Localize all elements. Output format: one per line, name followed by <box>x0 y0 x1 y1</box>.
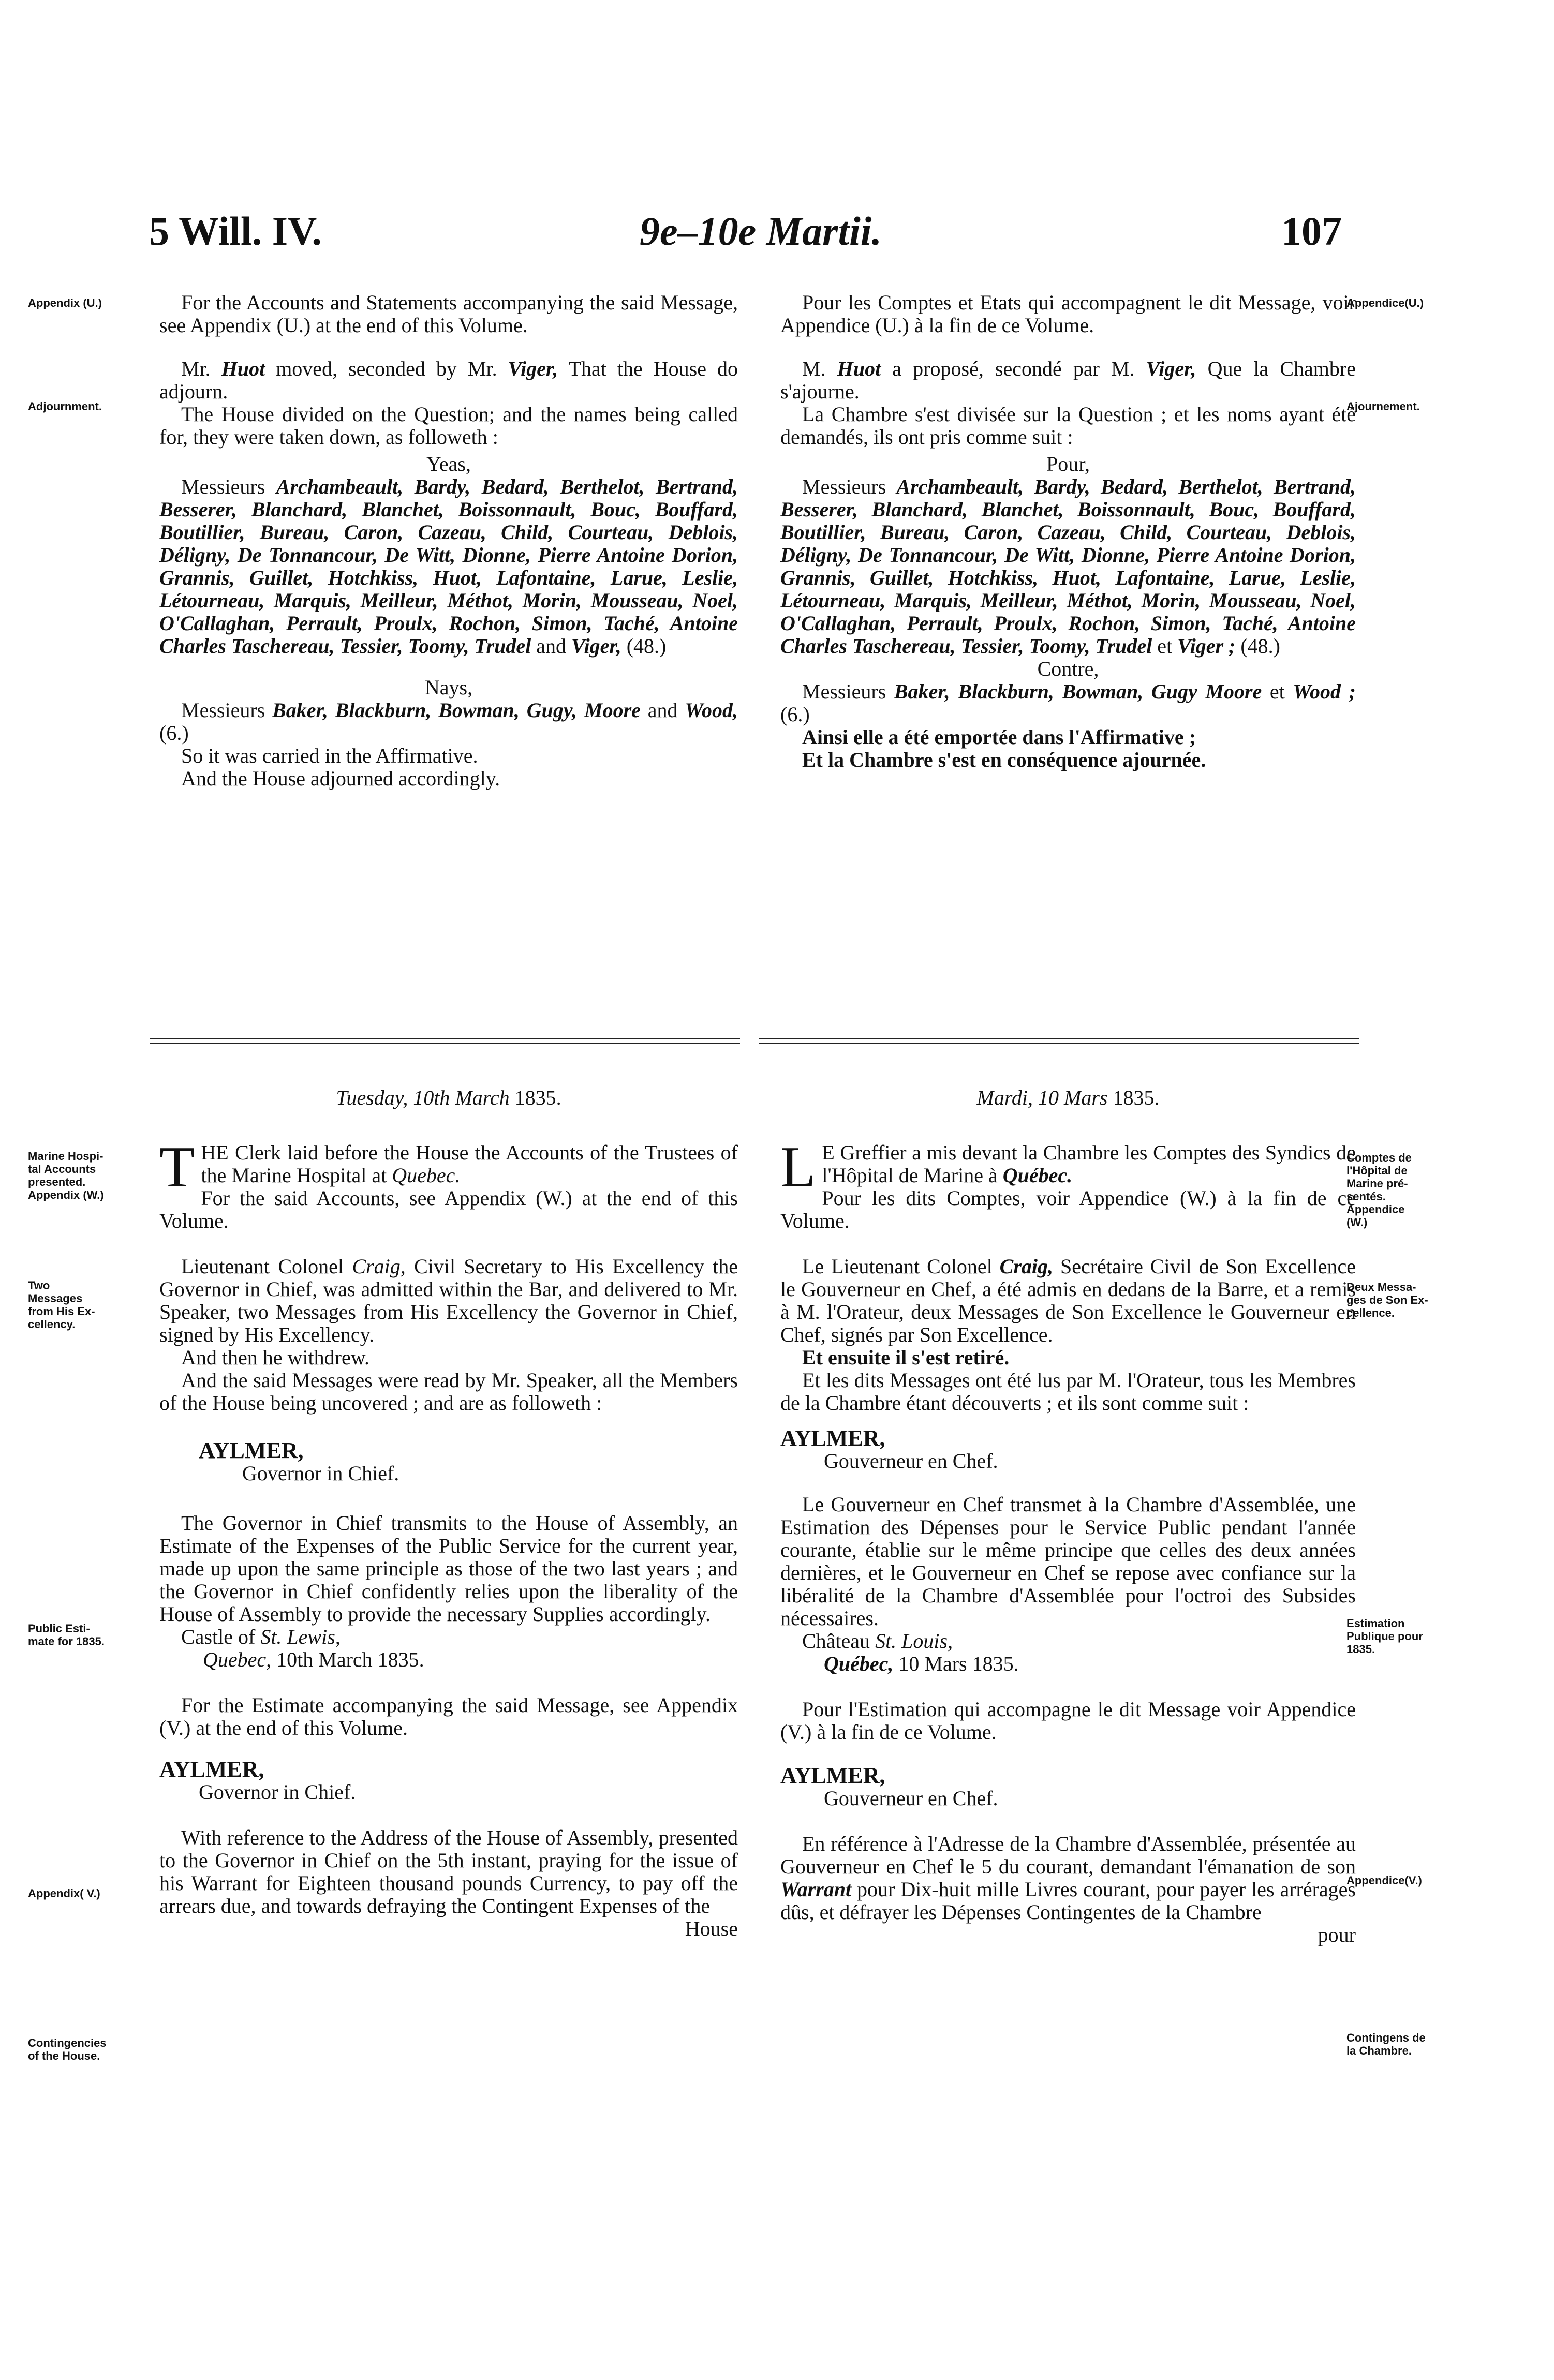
paragraph-retire: Et ensuite il s'est retiré. <box>802 1346 1010 1369</box>
contre-heading: Contre, <box>1037 657 1099 680</box>
text: a proposé, secondé par M. <box>881 357 1146 380</box>
text: En référence à l'Adresse de la Chambre d'Assemblée, présentée au Gouverneur en Chef le 5 du courant, demandant l'émanation de son <box>780 1832 1356 1878</box>
margin-note-line: (W.) <box>1346 1216 1368 1229</box>
margin-note-marine-hospital <box>28 1150 106 1201</box>
text: HE Clerk laid before the House the Accounts of the Trustees of the Marine Hospital at <box>201 1141 738 1187</box>
margin-note-line: presented. <box>28 1176 86 1188</box>
text: Castle of <box>181 1625 261 1648</box>
paragraph-messages-lus: Et les dits Messages ont été lus par M. l'Orateur, tous les Membres de la Chambre étant découverts ; et ils sont comme suit : <box>780 1368 1356 1415</box>
margin-note-line: l'Hôpital de <box>1346 1164 1408 1177</box>
margin-note-line: tal Accounts <box>28 1163 96 1176</box>
text: and <box>531 634 571 658</box>
margin-note-line: cellency. <box>28 1318 76 1331</box>
text: Le Lieutenant Colonel <box>802 1255 1000 1278</box>
text: Messieurs <box>802 475 897 498</box>
text: et <box>1152 634 1178 658</box>
member-name: Wood, <box>685 698 738 722</box>
margin-note-appendice-v: Appendice(V.) <box>1346 1874 1422 1887</box>
member-names: Archambeault, Bardy, Bedard, Berthelot, Bertrand, Besserer, Blanchard, Blanchet, Boissonnault, Bouc, Bouffard, Boutillier, Bureau, Caron, Cazeau, Child, Courteau, Deblois, Déligny, De Tonnancour, De Witt, Dionne, Pierre Antoine Dorion, Grannis, Guillet, Hotchkiss, Huot, Lafontaine, Larue, Leslie, Létourneau, Marquis, Meilleur, Méthot, Morin, Mousseau, Noel, O'Callaghan, Perrault, Proulx, Rochon, Simon, Taché, Antoine Charles Taschereau, Tessier, Toomy, Trudel <box>159 475 738 658</box>
paragraph-craig <box>159 1255 738 1346</box>
drop-cap: T <box>159 1135 195 1199</box>
margin-note-line: Publique pour <box>1346 1630 1423 1643</box>
text: E Greffier a mis devant la Chambre les Comptes des Syndics de l'Hôpital de Marine à <box>822 1141 1356 1187</box>
margin-note-line: Contingens de <box>1346 2031 1426 2044</box>
french-column-bottom <box>780 1135 1356 1946</box>
english-column-bottom <box>159 1135 738 1940</box>
paragraph-appendix-v: For the Estimate accompanying the said Message, see Appendix (V.) at the end of this Volume. <box>159 1693 738 1739</box>
margin-note-line: Two Messages <box>28 1279 83 1305</box>
place-name: St. Lewis, <box>260 1625 341 1648</box>
paragraph-contingencies: With reference to the Address of the House of Assembly, presented to the Governor in Chief on the 5th instant, praying for the issue of his Warrant for Eighteen thousand pounds Currency, to pay off the arrears due, and towards defraying the Contingent Expenses of the <box>159 1826 738 1917</box>
header-date <box>640 209 882 254</box>
text: Que la Chambre s'ajourne. <box>780 357 1356 403</box>
chateau-line <box>780 1630 1356 1653</box>
page-number: 107 <box>1281 209 1342 254</box>
text: Lieutenant Colonel <box>181 1255 352 1278</box>
vote-count: (48.) <box>1235 634 1280 658</box>
weekday: Mardi, <box>976 1086 1033 1109</box>
year: 1835. <box>509 1086 561 1109</box>
paragraph-division: The House divided on the Question; and the names being called for, they were taken down, as followeth : <box>159 403 738 449</box>
margin-note-line: Appendix (W.) <box>28 1188 104 1201</box>
section-rule-left-thin <box>150 1043 740 1044</box>
member-name: Viger ; <box>1177 634 1236 658</box>
date: 10th March 1835. <box>271 1648 424 1671</box>
margin-note-line: ges de Son Ex- <box>1346 1293 1428 1306</box>
contre-list <box>780 680 1356 726</box>
signature-title: Governor in Chief. <box>199 1780 356 1804</box>
margin-note-line: from His Ex- <box>28 1305 95 1318</box>
margin-note-adjournment: Adjournment. <box>28 400 102 413</box>
paragraph-estimation: Le Gouverneur en Chef transmet à la Chambre d'Assemblée, une Estimation des Dépenses pour le Service Public pendant l'année courante, établie sur le même principe que celles des deux années dernières, et le Gouverneur en Chef se repose avec confiance sur la libéralité de la Chambre d'Assemblée pour l'octroi des Subsides nécessaires. <box>780 1493 1356 1630</box>
margin-note-line: 1835. <box>1346 1643 1375 1656</box>
margin-note-line: Comptes de <box>1346 1151 1412 1164</box>
signature-title: Governor in Chief. <box>242 1462 399 1485</box>
date-heading-fr <box>780 1087 1356 1109</box>
french-column-top <box>780 291 1356 771</box>
text: Civil Secretary to His Excellency the Governor in Chief, was admitted within the Bar, and delivered to Mr. Speaker, two Messages from His Excellency the Governor in Chief, signed by His Excellency. <box>159 1255 738 1346</box>
text: Messieurs <box>181 698 273 722</box>
nays-heading: Nays, <box>424 676 473 699</box>
signature-aylmer: AYLMER, <box>780 1425 885 1451</box>
catchword: pour <box>1318 1923 1356 1946</box>
vote-count: (6.) <box>159 721 189 745</box>
header-regnal-year: 5 Will. IV. <box>149 209 322 254</box>
text: Mr. <box>181 357 221 380</box>
signature-title: Gouverneur en Chef. <box>824 1787 998 1810</box>
paragraph-adjournment-motion <box>159 358 738 403</box>
paragraph-appendice-v: Pour l'Estimation qui accompagne le dit Message voir Appendice (V.) à la fin de ce Volume. <box>780 1698 1356 1744</box>
text: pour Dix-huit mille Livres courant, pour payer les arrérages dûs, et défrayer les Dépenses Contingentes de la Chambre <box>780 1878 1356 1924</box>
paragraph-appendix-u: For the Accounts and Statements accompanying the said Message, see Appendix (U.) at the end of this Volume. <box>159 291 738 337</box>
member-names: Archambeault, Bardy, Bedard, Berthelot, Bertrand, Besserer, Blanchard, Blanchet, Boissonnault, Bouc, Bouffard, Boutillier, Bureau, Caron, Cazeau, Child, Courteau, Deblois, Déligny, De Tonnancour, De Witt, Dionne, Pierre Antoine Dorion, Grannis, Guillet, Hotchkiss, Huot, Lafontaine, Larue, Leslie, Létourneau, Marquis, Meilleur, Méthot, Morin, Mousseau, Noel, O'Callaghan, Perrault, Proulx, Rochon, Simon, Taché, Antoine Charles Taschereau, Tessier, Toomy, Trudel <box>780 475 1356 658</box>
margin-note-line: Deux Messa- <box>1346 1281 1416 1293</box>
margin-note-ajournement: Ajournement. <box>1346 400 1420 413</box>
text: Messieurs <box>181 475 276 498</box>
margin-note-appendice-u: Appendice(U.) <box>1346 296 1424 309</box>
paragraph-ajournee: Et la Chambre s'est en conséquence ajournée. <box>802 748 1206 771</box>
paragraph-withdrew: And then he withdrew. <box>181 1346 369 1369</box>
text: et <box>1262 680 1293 703</box>
member-names: Baker, Blackburn, Bowman, Gugy Moore <box>894 680 1262 703</box>
member-name: Wood ; <box>1293 680 1356 703</box>
margin-note-line: of the House. <box>28 2049 100 2062</box>
vote-count: (6.) <box>780 703 810 726</box>
emphasis: Warrant <box>780 1878 852 1901</box>
text: moved, seconded by Mr. <box>265 357 508 380</box>
margin-note-line: Appendice <box>1346 1203 1405 1216</box>
section-rule-right <box>759 1038 1359 1039</box>
margin-note-public-estimate <box>28 1622 106 1648</box>
nays-list <box>159 699 738 745</box>
person-name: Craig, <box>999 1255 1054 1278</box>
paragraph-division: La Chambre s'est divisée sur la Question ; et les noms ayant été demandés, ils ont pris comme suit : <box>780 403 1356 449</box>
paragraph-adjourned: And the House adjourned accordingly. <box>181 767 500 790</box>
margin-note-line: Contingencies <box>28 2036 107 2049</box>
margin-note-appendix-v: Appendix( V.) <box>28 1887 100 1900</box>
margin-note-line: Public Esti- <box>28 1622 90 1635</box>
paragraph-appendix-w: For the said Accounts, see Appendix (W.) at the end of this Volume. <box>159 1186 738 1232</box>
paragraph-motion-ajournement <box>780 358 1356 403</box>
day: 10th <box>408 1086 455 1109</box>
margin-note-deux-messages <box>1346 1281 1450 1319</box>
signature-aylmer: AYLMER, <box>199 1438 304 1463</box>
paragraph-appendice-u: Pour les Comptes et Etats qui accompagnent le dit Message, voir Appendice (U.) à la fin de ce Volume. <box>780 291 1356 337</box>
day: 10 <box>1033 1086 1064 1109</box>
margin-note-appendix-u: Appendix (U.) <box>28 296 102 309</box>
text: That the House do adjourn. <box>159 357 738 403</box>
margin-note-line: Marine pré- <box>1346 1177 1408 1190</box>
paragraph-carried: So it was carried in the Affirmative. <box>181 744 478 767</box>
section-rule-right-thin <box>759 1043 1359 1044</box>
place-name: Quebec, <box>203 1648 272 1671</box>
weekday: Tuesday, <box>336 1086 408 1109</box>
margin-note-comptes-hopital <box>1346 1151 1450 1229</box>
member-name: Viger, <box>1146 357 1196 380</box>
paragraph-appendice-w: Pour les dits Comptes, voir Appendice (W.) à la fin de ce Volume. <box>780 1186 1356 1232</box>
place-date-line <box>159 1648 738 1671</box>
text: and <box>640 698 685 722</box>
place-name: Quebec. <box>392 1164 461 1187</box>
paragraph-clerk-accounts <box>159 1135 738 1199</box>
date-heading-en <box>159 1087 738 1109</box>
margin-note-line: la Chambre. <box>1346 2044 1412 2057</box>
date: 10 Mars 1835. <box>893 1652 1019 1675</box>
margin-note-line: mate for 1835. <box>28 1635 105 1648</box>
margin-note-two-messages <box>28 1279 106 1331</box>
paragraph-messages-read: And the said Messages were read by Mr. Speaker, all the Members of the House being uncovered ; and are as followeth : <box>159 1368 738 1415</box>
year: 1835. <box>1107 1086 1160 1109</box>
margin-note-line: cellence. <box>1346 1306 1395 1319</box>
vote-count: (48.) <box>621 634 667 658</box>
member-name: Huot <box>221 357 265 380</box>
text: Secrétaire Civil de Son Excellence le Gouverneur en Chef, a été admis en dedans de la Barre, et a remis à M. l'Orateur, deux Messages de Son Excellence le Gouverneur en Chef, signés par Son Excellence. <box>780 1255 1356 1346</box>
pour-list <box>780 475 1356 658</box>
member-name: Viger, <box>508 357 558 380</box>
margin-note-contingencies <box>28 2036 106 2062</box>
margin-note-contingens <box>1346 2031 1450 2057</box>
member-name: Viger, <box>571 634 621 658</box>
catchword: House <box>685 1917 738 1940</box>
person-name: Craig, <box>352 1255 406 1278</box>
drop-cap: L <box>780 1135 816 1199</box>
yeas-heading: Yeas, <box>426 452 471 475</box>
castle-line <box>159 1626 738 1648</box>
signature-aylmer: AYLMER, <box>780 1763 885 1788</box>
place-name: Québec, <box>824 1652 894 1675</box>
signature-title: Gouverneur en Chef. <box>824 1449 998 1472</box>
paragraph-emportee: Ainsi elle a été emportée dans l'Affirmative ; <box>802 725 1196 749</box>
section-rule-left <box>150 1038 740 1039</box>
paragraph-contingens <box>780 1833 1356 1924</box>
margin-note-line: Marine Hospi- <box>28 1150 103 1163</box>
header-date-text: 9e–10e Martii. <box>640 209 882 254</box>
paragraph-greffier-comptes <box>780 1135 1356 1199</box>
pour-heading: Pour, <box>1046 452 1090 475</box>
text: M. <box>802 357 837 380</box>
place-name: St. Louis, <box>875 1629 953 1653</box>
place-date-line <box>780 1653 1356 1675</box>
place-name: Québec. <box>1002 1164 1073 1187</box>
signature-aylmer: AYLMER, <box>159 1757 264 1782</box>
text: Château <box>802 1629 876 1653</box>
paragraph-estimate: The Governor in Chief transmits to the House of Assembly, an Estimate of the Expenses of the Public Service for the current year, made up upon the same principle as those of the two last years ; and the Governor in Chief confidently relies upon the liberality of the House of Assembly to provide the necessary Supplies accordingly. <box>159 1511 738 1626</box>
margin-note-estimation-publique <box>1346 1617 1450 1656</box>
member-name: Huot <box>837 357 881 380</box>
margin-note-line: sentés. <box>1346 1190 1386 1203</box>
margin-note-line: Estimation <box>1346 1617 1405 1630</box>
month: Mars <box>1064 1086 1108 1109</box>
text: Messieurs <box>802 680 894 703</box>
yeas-list <box>159 475 738 658</box>
month: March <box>455 1086 510 1109</box>
paragraph-craig <box>780 1255 1356 1346</box>
english-column-top <box>159 291 738 790</box>
member-names: Baker, Blackburn, Bowman, Gugy, Moore <box>272 698 641 722</box>
